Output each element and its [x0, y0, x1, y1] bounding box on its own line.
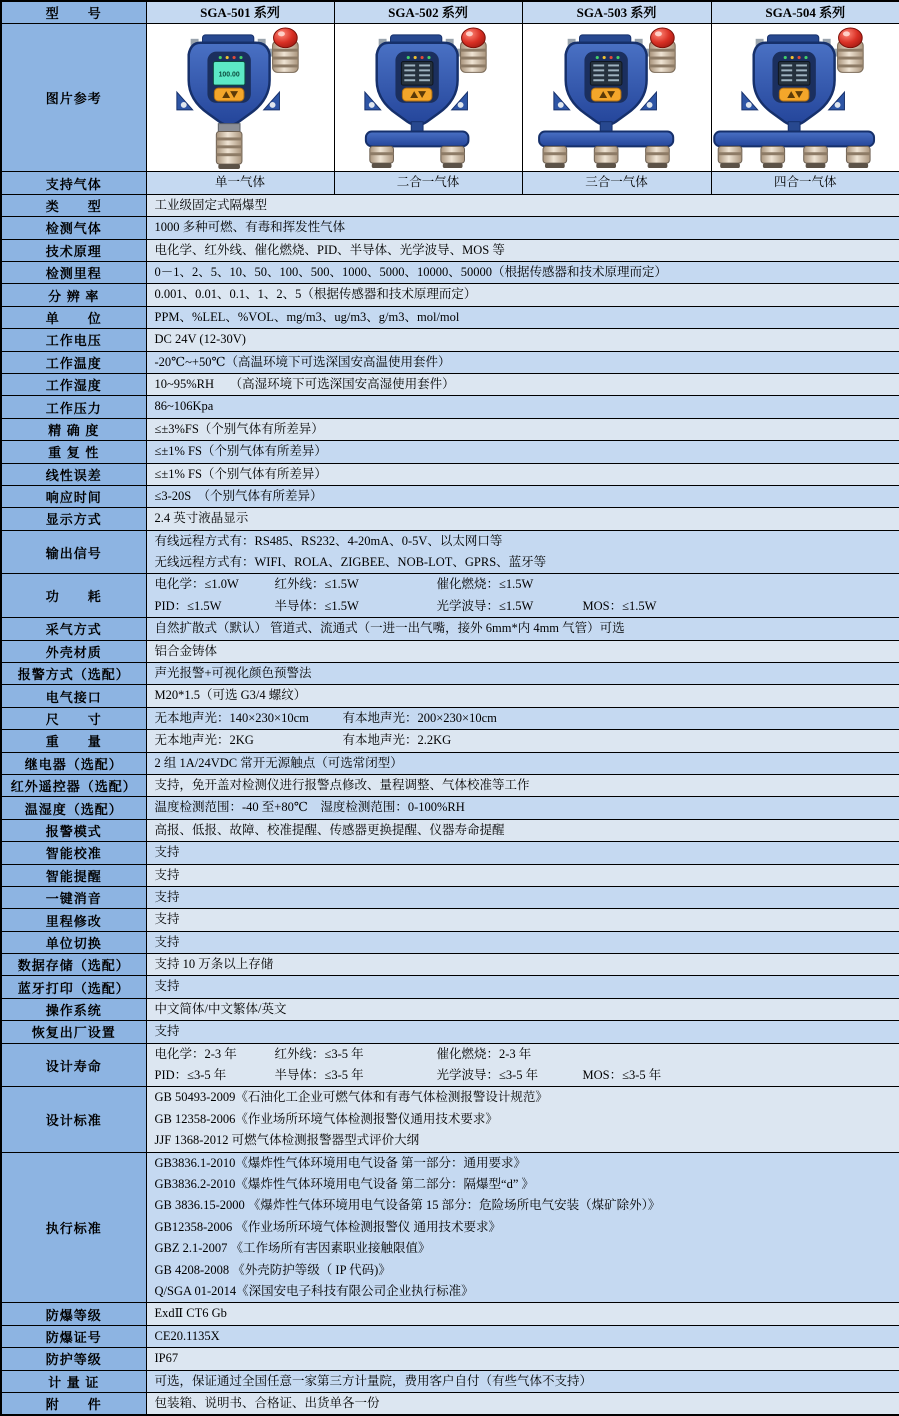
spec-value-text: MOS：≤1.5W: [582, 598, 657, 613]
product-image-cell: [711, 24, 899, 172]
spec-value-text: GB3836.2-2010《爆炸性气体环境用电气设备 第二部分：隔爆型“d” 》: [154, 1177, 534, 1191]
spec-value: [146, 886, 899, 908]
spec-value-text: ≤±1% FS（个别气体有所差异）: [154, 466, 327, 481]
spec-value-text: CE20.1135X: [154, 1328, 220, 1343]
spec-label: 附 件: [1, 1392, 146, 1415]
spec-value: [146, 1021, 899, 1043]
spec-label: 电气接口: [1, 685, 146, 707]
spec-value: [146, 954, 899, 976]
spec-value: [146, 842, 899, 864]
spec-value-text: 温度检测范围：-40 至+80℃ 湿度检测范围：0-100%RH: [154, 800, 465, 815]
spec-label: 工作温度: [1, 351, 146, 373]
spec-label: 技术原理: [1, 239, 146, 261]
spec-label: 检测里程: [1, 261, 146, 283]
spec-value-text: 中文简体/中文繁体/英文: [154, 1001, 287, 1016]
product-image-cell: [146, 24, 334, 172]
spec-label: 智能提醒: [1, 864, 146, 886]
model-header: SGA-503 系列: [522, 1, 711, 24]
spec-value-text: 0.001、0.01、0.1、1、2、5（根据传感器和技术原理而定）: [154, 287, 477, 302]
model-header: SGA-501 系列: [146, 1, 334, 24]
spec-value-text: 红外线：≤1.5W: [274, 577, 359, 592]
spec-value: [146, 508, 899, 530]
spec-value: [146, 1348, 899, 1370]
spec-value: [146, 284, 899, 306]
spec-value-text: GB 12358-2006《作业场所环境气体检测报警仪通用技术要求》: [154, 1111, 498, 1126]
spec-label: 报警模式: [1, 819, 146, 841]
spec-label: 计 量 证: [1, 1370, 146, 1392]
spec-value: [146, 1392, 899, 1415]
spec-value-text: GBZ 2.1-2007 《工作场所有害因素职业接触限值》: [154, 1241, 431, 1256]
product-image-sga-503: [524, 25, 710, 171]
spec-label: 工作压力: [1, 396, 146, 418]
spec-value-text: 光学波导：≤3-5 年: [436, 1068, 539, 1083]
spec-value-text: 支持: [154, 889, 180, 904]
spec-label: 工作湿度: [1, 373, 146, 395]
spec-value: [146, 239, 899, 261]
spec-value: [146, 351, 899, 373]
spec-value-text: 有本地声光：2.2KG: [342, 733, 452, 748]
model-header: SGA-504 系列: [711, 1, 899, 24]
spec-value-text: GB3836.1-2010《爆炸性气体环境用电气设备 第一部分：通用要求》: [154, 1155, 527, 1170]
spec-value-text: 支持: [154, 912, 180, 927]
spec-value: [146, 530, 899, 574]
model-header: SGA-502 系列: [334, 1, 522, 24]
spec-label: 红外遥控器（选配）: [1, 774, 146, 796]
spec-value-text: 无本地声光：2KG: [154, 733, 254, 748]
spec-value: [146, 931, 899, 953]
spec-label: 采气方式: [1, 618, 146, 640]
spec-label: 单位切换: [1, 931, 146, 953]
spec-label: 继电器（选配）: [1, 752, 146, 774]
spec-label: 功 耗: [1, 574, 146, 618]
spec-value: [146, 909, 899, 931]
spec-label: 显示方式: [1, 508, 146, 530]
spec-value: [146, 1370, 899, 1392]
spec-value-text: 工业级固定式隔爆型: [154, 197, 268, 212]
spec-value: [146, 1152, 899, 1303]
spec-label-gas: 支持气体: [1, 172, 146, 194]
spec-label: 温湿度（选配）: [1, 797, 146, 819]
supported-gas: 单一气体: [146, 172, 334, 194]
spec-value-text: 包装箱、说明书、合格证、出货单各一份: [154, 1395, 380, 1410]
spec-value-text: 支持: [154, 845, 180, 860]
product-image-cell: [334, 24, 522, 172]
spec-value-text: 支持: [154, 934, 180, 949]
spec-value-text: 半导体：≤3-5 年: [274, 1068, 364, 1083]
spec-label: 外壳材质: [1, 640, 146, 662]
spec-value-text: 0－1、2、5、10、50、100、500、1000、5000、10000、50000（根据传感器和技术原理而定）: [154, 264, 668, 279]
spec-value-text: ≤3-20S （个别气体有所差异）: [154, 488, 323, 503]
spec-value-text: GB 3836.15-2000 《爆炸性气体环境用电气设备第 15 部分：危险场所电气安装（煤矿除外）》: [154, 1198, 661, 1213]
spec-value: [146, 640, 899, 662]
spec-value-text: 催化燃烧：≤1.5W: [436, 577, 534, 592]
spec-value-text: 2 组 1A/24VDC 常开无源触点（可选常闭型）: [154, 755, 403, 770]
spec-value-text: 电化学：≤1.0W: [154, 577, 239, 592]
product-image-sga-504: [712, 25, 898, 171]
spec-value: [146, 1325, 899, 1347]
spec-value: [146, 730, 899, 752]
spec-value-text: 有本地声光：200×230×10cm: [342, 710, 497, 725]
spec-value: [146, 441, 899, 463]
spec-value-text: 红外线：≤3-5 年: [274, 1046, 364, 1061]
spec-label: 设计寿命: [1, 1043, 146, 1087]
supported-gas: 四合一气体: [711, 172, 899, 194]
spec-label: 精 确 度: [1, 418, 146, 440]
spec-value-text: 支持: [154, 979, 180, 994]
spec-label: 单 位: [1, 306, 146, 328]
spec-value-text: Q/SGA 01-2014《深国安电子科技有限公司企业执行标准》: [154, 1283, 474, 1298]
spec-value-text: 高报、低报、故障、校准提醒、传感器更换提醒、仪器寿命提醒: [154, 822, 505, 837]
spec-value: [146, 864, 899, 886]
spec-label: 设计标准: [1, 1087, 146, 1152]
spec-value-text: ≤±1% FS（个别气体有所差异）: [154, 444, 327, 459]
spec-label: 操作系统: [1, 998, 146, 1020]
spec-label: 检测气体: [1, 217, 146, 239]
spec-label: 数据存储（选配）: [1, 954, 146, 976]
spec-value-text: ExdⅡ CT6 Gb: [154, 1306, 227, 1321]
spec-value-text: 支持，免开盖对检测仪进行报警点修改、量程调整、气体校准等工作: [154, 777, 530, 792]
spec-value-text: 半导体：≤1.5W: [274, 598, 359, 613]
spec-value-text: 铝合金铸体: [154, 643, 218, 658]
spec-value-text: 2.4 英寸液晶显示: [154, 511, 249, 526]
spec-value-text: PID：≤1.5W: [154, 598, 222, 613]
spec-value-text: IP67: [154, 1351, 179, 1366]
spec-label: 防爆证号: [1, 1325, 146, 1347]
spec-value-text: 可选，保证通过全国任意一家第三方计量院，费用客户自付（有些气体不支持）: [154, 1373, 593, 1388]
spec-value: [146, 618, 899, 640]
spec-value: [146, 976, 899, 998]
spec-label: 防爆等级: [1, 1303, 146, 1325]
spec-value-text: -20℃~+50℃（高温环境下可选深国安高温使用套件）: [154, 354, 451, 369]
spec-label: 线性误差: [1, 463, 146, 485]
spec-value-text: 支持: [154, 867, 180, 882]
screen-reading: 100.00: [218, 71, 240, 79]
spec-value: [146, 998, 899, 1020]
spec-label: 恢复出厂设置: [1, 1021, 146, 1043]
spec-value-text: 催化燃烧：2-3 年: [436, 1046, 532, 1061]
spec-value-text: 支持 10 万条以上存储: [154, 957, 274, 972]
spec-value: [146, 1087, 899, 1152]
spec-value: [146, 574, 899, 618]
spec-value-text: 1000 多种可燃、有毒和挥发性气体: [154, 220, 346, 235]
spec-label: 智能校准: [1, 842, 146, 864]
spec-label: 分 辨 率: [1, 284, 146, 306]
spec-label: 一键消音: [1, 886, 146, 908]
spec-value: [146, 194, 899, 216]
spec-value: [146, 329, 899, 351]
spec-label: 重 复 性: [1, 441, 146, 463]
spec-value: [146, 306, 899, 328]
spec-label: 里程修改: [1, 909, 146, 931]
spec-value: [146, 261, 899, 283]
spec-value: [146, 685, 899, 707]
product-image-sga-501: [147, 25, 333, 171]
spec-value-text: 声光报警+可视化颜色预警法: [154, 666, 312, 681]
spec-value-text: 支持: [154, 1024, 180, 1039]
spec-value-text: GB12358-2006 《作业场所环境气体检测报警仪 通用技术要求》: [154, 1219, 502, 1234]
spec-value: [146, 1303, 899, 1325]
spec-value: [146, 1043, 899, 1087]
spec-value-text: PID：≤3-5 年: [154, 1068, 227, 1083]
product-image-cell: [522, 24, 711, 172]
spec-value-text: M20*1.5（可选 G3/4 螺纹）: [154, 688, 307, 703]
spec-label: 重 量: [1, 730, 146, 752]
product-image-sga-502: [335, 25, 521, 171]
spec-value: [146, 418, 899, 440]
spec-label: 类 型: [1, 194, 146, 216]
spec-label: 防护等级: [1, 1348, 146, 1370]
supported-gas: 三合一气体: [522, 172, 711, 194]
spec-label: 蓝牙打印（选配）: [1, 976, 146, 998]
spec-value: [146, 797, 899, 819]
spec-value-text: 电化学、红外线、催化燃烧、PID、半导体、光学波导、MOS 等: [154, 242, 505, 257]
spec-value-text: ≤±3%FS（个别气体有所差异）: [154, 421, 324, 436]
spec-value-text: 自然扩散式（默认） 管道式、流通式（一进一出气嘴，接外 6mm*内 4mm 气管）可选: [154, 621, 625, 636]
spec-value-text: PPM、%LEL、%VOL、mg/m3、ug/m3、g/m3、mol/mol: [154, 309, 460, 324]
supported-gas: 二合一气体: [334, 172, 522, 194]
spec-value: [146, 752, 899, 774]
spec-value: [146, 217, 899, 239]
spec-label: 执行标准: [1, 1152, 146, 1303]
spec-value: [146, 707, 899, 729]
spec-label: 响应时间: [1, 485, 146, 507]
spec-value-text: MOS：≤3-5 年: [582, 1068, 662, 1083]
spec-value-text: DC 24V (12-30V): [154, 332, 246, 347]
spec-value: [146, 373, 899, 395]
spec-value-text: GB 50493-2009《石油化工企业可燃气体和有毒气体检测报警设计规范》: [154, 1090, 548, 1105]
spec-value: [146, 774, 899, 796]
spec-label: 输出信号: [1, 530, 146, 574]
spec-value-text: GB 4208-2008 《外壳防护等级（ IP 代码)》: [154, 1262, 391, 1277]
spec-value-text: 有线远程方式有：RS485、RS232、4-20mA、0-5V、以太网口等: [154, 533, 503, 548]
spec-label: 工作电压: [1, 329, 146, 351]
spec-value-text: 电化学：2-3 年: [154, 1046, 237, 1061]
spec-value-text: 无线远程方式有：WIFI、ROLA、ZIGBEE、NOB-LOT、GPRS、蓝牙等: [154, 555, 547, 570]
spec-value-text: 光学波导：≤1.5W: [436, 598, 534, 613]
spec-value: [146, 819, 899, 841]
spec-value: [146, 663, 899, 685]
spec-value-text: JJF 1368-2012 可燃气体检测报警器型式评价大纲: [154, 1133, 420, 1148]
spec-value: [146, 463, 899, 485]
spec-value-text: 10~95%RH （高湿环境下可选深国安高湿使用套件）: [154, 376, 455, 391]
spec-label-image: 图片参考: [1, 24, 146, 172]
spec-value: [146, 396, 899, 418]
spec-label: 报警方式（选配）: [1, 663, 146, 685]
spec-value-text: 无本地声光：140×230×10cm: [154, 710, 309, 725]
spec-label: 尺 寸: [1, 707, 146, 729]
spec-value-text: 86~106Kpa: [154, 399, 214, 414]
spec-value: [146, 485, 899, 507]
spec-label-model: 型 号: [1, 1, 146, 24]
